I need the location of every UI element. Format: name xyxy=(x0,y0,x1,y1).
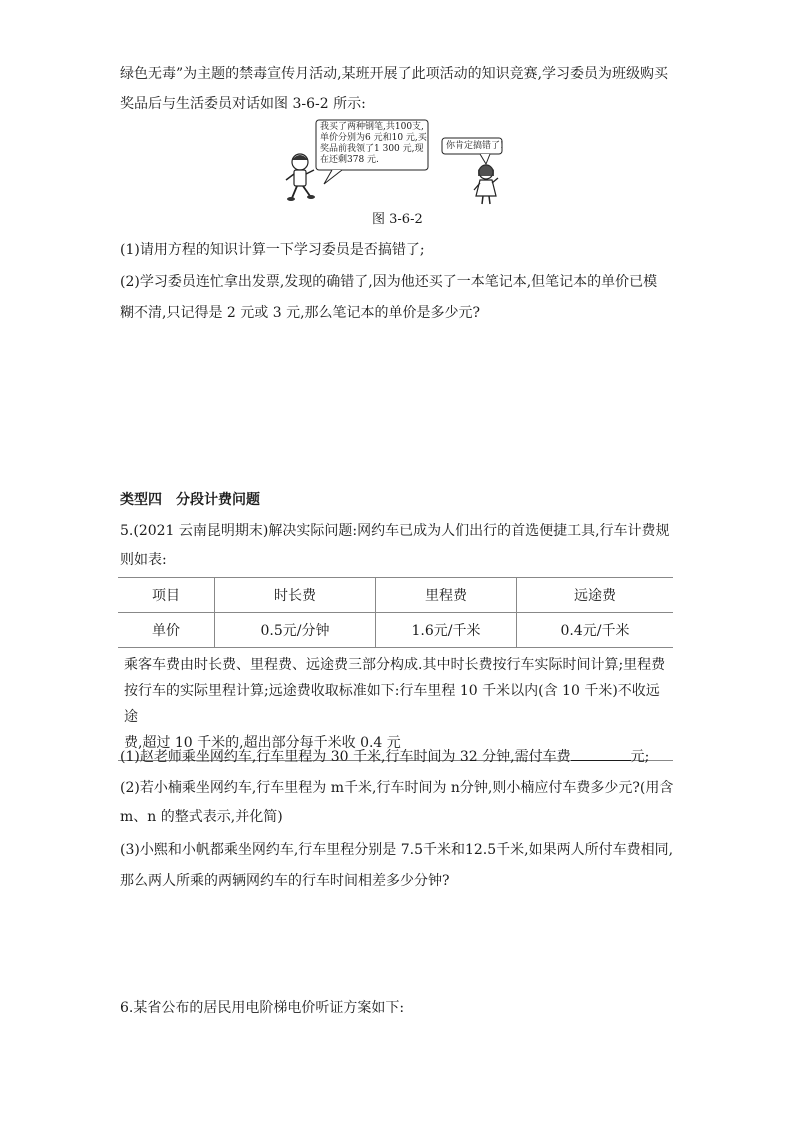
fee-table xyxy=(118,577,673,761)
table-header-cell: 远途费 xyxy=(517,578,674,613)
q5-part-3-line-1: (3)小熙和小帆都乘坐网约车,行车里程分别是 7.5千米和12.5千米,如果两人所付车费相同, xyxy=(120,842,674,858)
girl-speech-text: 你肯定搞错了! xyxy=(446,141,504,151)
intro-line-1: 绿色无毒”为主题的禁毒宣传月活动,某班开展了此项活动的知识竞赛,学习委员为班级购买 xyxy=(120,66,669,82)
q5-part-1-unit: 元; xyxy=(630,749,650,765)
q6-stem: 6.某省公布的居民用电阶梯电价听证方案如下: xyxy=(120,1000,405,1016)
table-cell: 0.5元/分钟 xyxy=(215,613,376,648)
table-cell: 1.6元/千米 xyxy=(376,613,517,648)
girl-figure xyxy=(474,165,498,204)
table-note-line: 费,超过 10 千米的,超出部分每千米收 0.4 元 xyxy=(124,735,401,751)
figure-caption: 图 3-6-2 xyxy=(372,212,423,227)
q5-stem-line-2: 则如表: xyxy=(120,552,167,568)
table-note-line: 按行车的实际里程计算;远途费收取标准如下:行车里程 10 千米以内(含 10 千米)不收远途 xyxy=(124,683,660,725)
girl-bubble-tail xyxy=(480,154,490,164)
q5-stem-line-1: 5.(2021 云南昆明期末)解决实际问题:网约车已成为人们出行的首选便捷工具,行车计费规 xyxy=(120,523,670,539)
table-cell: 0.4元/千米 xyxy=(517,613,674,648)
q5-part-2-line-1: (2)若小楠乘坐网约车,行车里程为 m千米,行车时间为 n分钟,则小楠应付车费多少元?(用含 xyxy=(120,780,674,796)
boy-speech-line-4: 在还剩378 元. xyxy=(320,155,379,165)
table-row xyxy=(118,613,673,648)
dialogue-figure xyxy=(280,118,510,208)
boy-speech-line-2: 单价分别为6 元和10 元,买 xyxy=(320,133,427,143)
boy-bubble-tail xyxy=(324,170,342,184)
q4-part-1: (1)请用方程的知识计算一下学习委员是否搞错了; xyxy=(120,242,425,258)
table-header-cell: 里程费 xyxy=(376,578,517,613)
table-note-row xyxy=(118,648,673,761)
section-title: 类型四 分段计费问题 xyxy=(120,492,260,508)
table-header-cell: 时长费 xyxy=(215,578,376,613)
boy-speech-line-3: 奖品前我领了1 300 元,现 xyxy=(320,144,424,154)
table-note-line: 乘客车费由时长费、里程费、远途费三部分构成.其中时长费按行车实际时间计算;里程费 xyxy=(124,657,666,673)
q4-part-2-line-1: (2)学习委员连忙拿出发票,发现的确错了,因为他还买了一本笔记本,但笔记本的单价已模 xyxy=(120,274,658,290)
table-note xyxy=(118,648,673,761)
intro-line-2: 奖品后与生活委员对话如图 3-6-2 所示: xyxy=(120,96,366,112)
boy-figure xyxy=(286,154,315,201)
q4-part-2-line-2: 糊不清,只记得是 2 元或 3 元,那么笔记本的单价是多少元? xyxy=(120,305,481,321)
q5-part-1 xyxy=(120,746,649,767)
q5-part-2-line-2: m、n 的整式表示,并化简) xyxy=(120,809,283,825)
table-header-row xyxy=(118,578,673,613)
boy-speech-line-1: 我买了两种钢笔,共100支, xyxy=(320,122,424,132)
table-header-cell: 项目 xyxy=(118,578,215,613)
q5-part-3-line-2: 那么两人所乘的两辆网约车的行车时间相差多少分钟? xyxy=(120,873,450,889)
table-cell: 单价 xyxy=(118,613,215,648)
q5-part-1-text: (1)赵老师乘坐网约车,行车里程为 30 千米,行车时间为 32 分钟,需付车费 xyxy=(120,749,571,765)
answer-blank[interactable] xyxy=(571,746,631,761)
